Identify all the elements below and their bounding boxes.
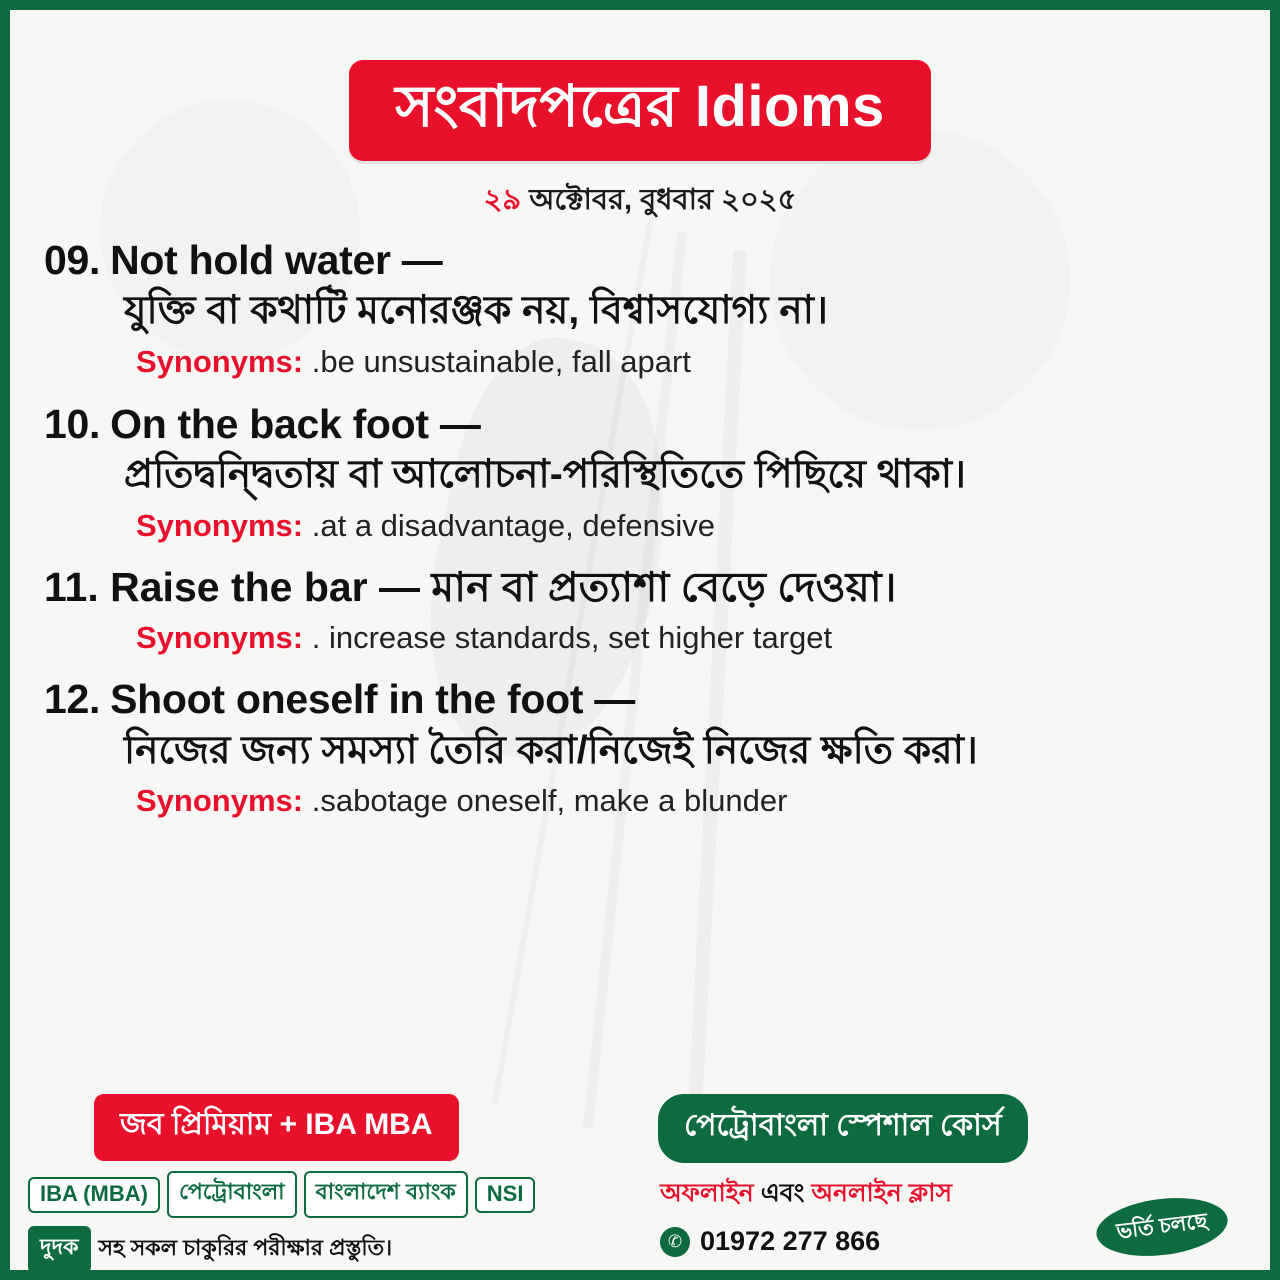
idiom-synonyms-line — [36, 782, 1244, 821]
poster-content — [10, 10, 1270, 821]
footer-right-column — [642, 1094, 1252, 1257]
footer-note-row — [28, 1226, 628, 1273]
idiom-synonyms-line — [36, 507, 1244, 546]
synonyms-text: .sabotage oneself, make a blunder — [311, 783, 788, 819]
idiom-english-line — [36, 675, 1244, 723]
exam-tag: বাংলাদেশ ব্যাংক — [304, 1171, 468, 1218]
exam-tag: IBA (MBA) — [28, 1177, 160, 1213]
exam-tag: পেট্রোবাংলা — [167, 1171, 297, 1218]
footer — [10, 1088, 1270, 1270]
idiom-english: On the back foot — — [110, 400, 481, 447]
list-item — [36, 675, 1244, 821]
idiom-number: 11. — [44, 564, 99, 611]
date-line — [10, 177, 1270, 226]
idiom-english-line — [36, 400, 1244, 448]
idiom-bangla: যুক্তি বা কথাটি মনোরঞ্জক নয়, বিশ্বাসযোগ্য না। — [124, 289, 828, 333]
idiom-list — [10, 226, 1270, 821]
idiom-number: 10. — [44, 400, 101, 447]
petrobangla-course-banner: পেট্রোবাংলা স্পেশাল কোর্স — [658, 1094, 1028, 1163]
idiom-english: Not hold water — — [110, 236, 443, 283]
list-item — [36, 563, 1244, 657]
exam-tag: NSI — [475, 1177, 536, 1213]
exam-tag-row — [28, 1171, 628, 1218]
date-rest: অক্টোবর, বুধবার ২০২৫ — [529, 183, 797, 216]
mode-online: অনলাইন ক্লাস — [811, 1179, 953, 1207]
title-section — [10, 10, 1270, 226]
phone-icon: ✆ — [660, 1227, 690, 1257]
synonyms-text: .at a disadvantage, defensive — [311, 507, 716, 543]
idiom-bangla: নিজের জন্য সমস্যা তৈরি করা/নিজেই নিজের ক্ষতি করা। — [124, 728, 978, 772]
exam-tag-dudok: দুদক — [28, 1226, 91, 1273]
footer-note: সহ সকল চাকুরির পরীক্ষার প্রস্তুতি। — [98, 1235, 393, 1260]
idiom-bangla: প্রতিদ্বন্দ্বিতায় বা আলোচনা-পরিস্থিতিতে পিছিয়ে থাকা। — [124, 452, 966, 496]
idiom-number: 12. — [44, 676, 101, 723]
list-item — [36, 236, 1244, 382]
phone-number[interactable]: 01972 277 866 — [700, 1226, 881, 1256]
job-premium-banner: জব প্রিমিয়াম + IBA MBA — [94, 1094, 459, 1161]
footer-left-column — [28, 1094, 628, 1273]
synonyms-text: . increase standards, set higher target — [311, 619, 833, 655]
synonyms-label: Synonyms: — [136, 507, 304, 543]
idiom-number: 09. — [44, 236, 101, 283]
synonyms-label: Synonyms: — [136, 619, 304, 655]
mode-offline: অফলাইন — [660, 1179, 754, 1207]
idiom-english: Shoot oneself in the foot — — [110, 676, 635, 723]
idiom-synonyms-line — [36, 619, 1244, 658]
admission-seal: ভর্তি চলছে — [1093, 1191, 1231, 1263]
idiom-english-line — [36, 236, 1244, 284]
list-item — [36, 400, 1244, 546]
idiom-synonyms-line — [36, 343, 1244, 382]
mode-conjunction: এবং — [760, 1179, 805, 1207]
synonyms-text: .be unsustainable, fall apart — [311, 343, 691, 379]
idiom-english-line — [36, 563, 1244, 612]
idiom-english: Raise the bar — মান বা প্রত্যাশা বেড়ে দেওয়া। — [110, 564, 897, 611]
page-title: সংবাদপত্রের Idioms — [349, 60, 931, 161]
synonyms-label: Synonyms: — [136, 783, 304, 819]
synonyms-label: Synonyms: — [136, 343, 304, 379]
date-number: ২৯ — [483, 183, 522, 216]
